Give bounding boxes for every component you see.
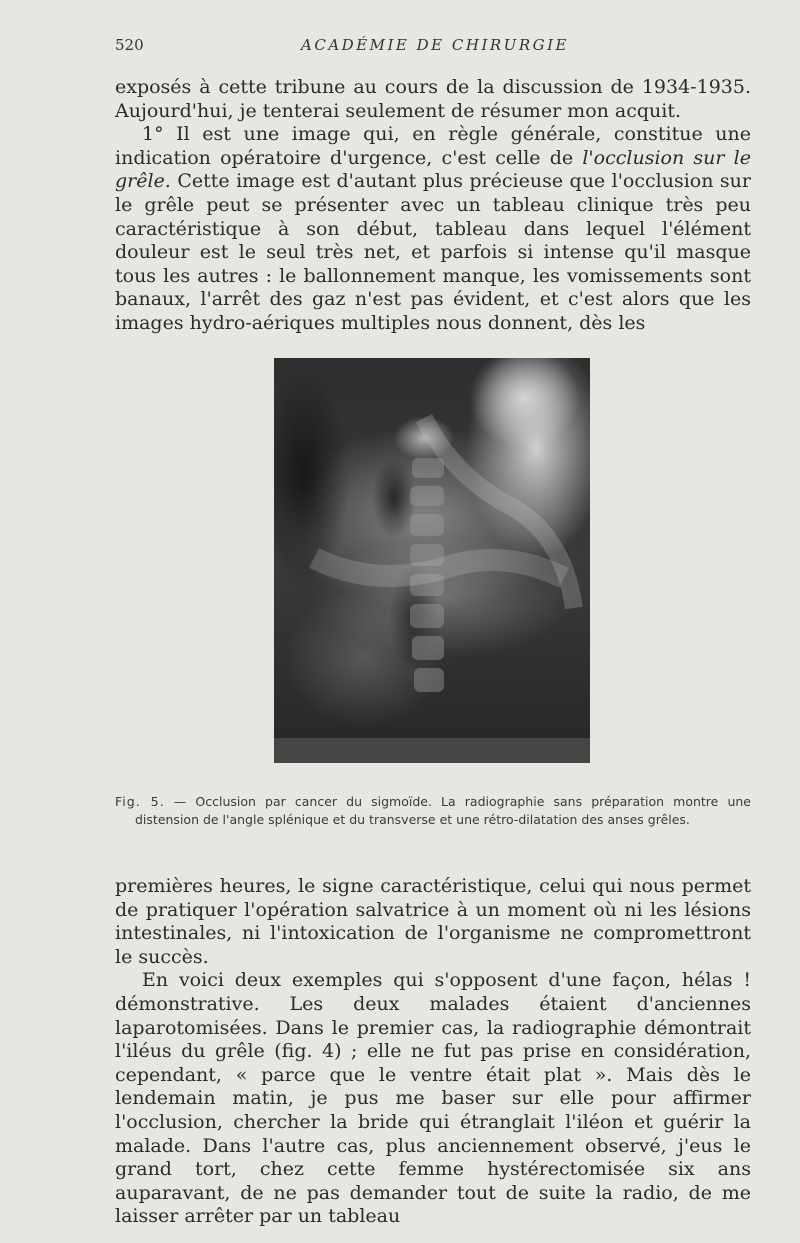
caption-body: — Occlusion par cancer du sigmoïde. La radiographie sans préparation montre une distension de l'angle splénique et du transverse et une rétro-dilatation des anses grêles. xyxy=(135,794,752,827)
paragraph: premières heures, le signe caractéristique, celui qui nous permet de pratiquer l'opération salvatrice à un moment où ni les lésions intestinales, ni l'intoxication de l'organisme ne compromettront le succès. xyxy=(115,875,751,968)
radiograph-figure xyxy=(274,358,590,763)
paragraph-text: 1° Il est une image qui, en règle générale, constitue une indication opératoire d'urgence, c'est celle de xyxy=(115,123,751,169)
italic-term: l'occlusion sur le grêle. xyxy=(115,146,752,193)
radiograph-image xyxy=(274,358,590,763)
body-text-top xyxy=(115,76,751,336)
paragraph-occlusion xyxy=(115,123,751,335)
figure-caption xyxy=(115,793,751,828)
paragraph: exposés à cette tribune au cours de la discussion de 1934-1935. Aujourd'hui, je tenterai seulement de résumer mon acquit. xyxy=(115,76,751,122)
page-header xyxy=(115,36,755,58)
paragraph-text: Cette image est d'autant plus précieuse que l'occlusion sur le grêle peut se présenter avec un tableau clinique très peu caractéristique à son début, tableau dans lequel l'élément douleur est le seul très net, et parfois si intense qu'il masque tous les autres : le ballonnement manque, les vomissements sont banaux, l'arrêt des gaz n'est pas évident, et c'est alors que les images hydro-aériques multiples nous donnent, dès les xyxy=(115,170,751,334)
running-title: ACADÉMIE DE CHIRURGIE xyxy=(301,36,569,54)
figure-label: Fig. 5. xyxy=(115,794,165,809)
caption-text xyxy=(115,793,751,828)
body-text-bottom xyxy=(115,875,751,1229)
page-number: 520 xyxy=(115,36,144,54)
paragraph: En voici deux exemples qui s'opposent d'une façon, hélas ! démonstrative. Les deux malades étaient d'anciennes laparotomisées. Dans le premier cas, la radiographie démontrait l'iléus du grêle (fig. 4) ; elle ne fut pas prise en considération, cependant, « parce que le ventre était plat ». Mais dès le lendemain matin, je pus me baser sur elle pour affirmer l'occlusion, chercher la bride qui étranglait l'iléon et guérir la malade. Dans l'autre cas, plus anciennement observé, j'eus le grand tort, chez cette femme hystérectomisée six ans auparavant, de ne pas demander tout de suite la radio, de me laisser arrêter par un tableau xyxy=(115,969,751,1228)
